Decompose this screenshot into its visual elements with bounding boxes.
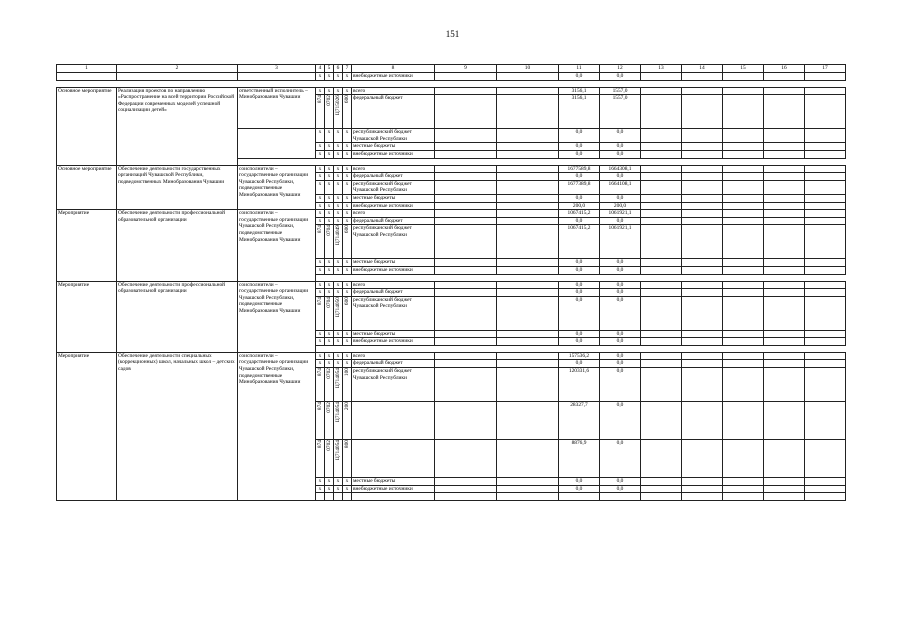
event-executor: соисполнители – государственные организации Чувашской Республики, подведомственные Минобразования Чувашии: [238, 210, 316, 281]
table-row: x x x x федеральный бюджет 0,0 0,0: [57, 360, 846, 368]
event-executor: соисполнители – государственные организации Чувашской Республики, подведомственные Минобразования Чувашии: [238, 165, 316, 210]
event-name: Обеспечение деятельности профессиональной образовательной организации: [117, 281, 238, 352]
table-row: Основное мероприятие Реализация проектов по направлению «Распространение на всей территории Российской Федерации современных моделей успешной социализации детей» ответственный исполнитель – Минобразования Чувашии x x x x всего 3156,1 1557,0: [57, 87, 846, 95]
table-row: Мероприятие Обеспечение деятельности профессиональной образовательной организации соисполнители – государственные организации Чувашской Республики, подведомственные Минобразования Чувашии x x x x всего 1067415,2 1061921,1: [57, 210, 846, 218]
table-row: x x x x внебюджетные источники 0,0 0,0: [57, 150, 846, 158]
event-executor: ответственный исполнитель – Минобразования Чувашии: [238, 87, 316, 129]
col-header: 3: [238, 65, 316, 73]
col-header: 6: [334, 65, 343, 73]
table-row: 874 0702 Ц715026 600 федеральный бюджет 3156,1 1557,0: [57, 95, 846, 129]
column-header-row: [57, 65, 846, 73]
col-header: 16: [764, 65, 805, 73]
table-row: x x x x федеральный бюджет 0,0 0,0: [57, 217, 846, 225]
event-name: Обеспечение деятельности профессиональной образовательной организации: [117, 210, 238, 281]
table-row: x x x x местные бюджеты 0,0 0,0: [57, 194, 846, 202]
table-row: Мероприятие Обеспечение деятельности профессиональной образовательной организации соисполнители – государственные организации Чувашской Республики, подведомственные Минобразования Чувашии x x x x всего 0,0 0,0: [57, 281, 846, 289]
col-header: 12: [600, 65, 641, 73]
col-header: 4: [316, 65, 325, 73]
table-row: 874 0704 Ц714049 600 республиканский бюджет Чувашской Республики 1067415,2 1061921,1: [57, 225, 846, 259]
event-type: Основное мероприятие: [57, 87, 117, 165]
event-type: Основное мероприятие: [57, 165, 117, 210]
table-row: x x x x местные бюджеты 0,0 0,0: [57, 330, 846, 338]
col-header: 1: [57, 65, 117, 73]
table-row: x x x x внебюджетные источники 0,0 0,0: [57, 338, 846, 346]
table-row: x x x x внебюджетные источники 0,0 0,0: [57, 266, 846, 274]
event-executor: соисполнители – государственные организации Чувашской Республики, подведомственные Минобразования Чувашии: [238, 281, 316, 352]
table-row: x x x x федеральный бюджет 0,0 0,0: [57, 289, 846, 297]
table-row: x x x x местные бюджеты 0,0 0,0: [57, 143, 846, 151]
funding-source: внебюджетные источники: [352, 73, 435, 81]
table-row: x x x x федеральный бюджет 0,0 0,0: [57, 173, 846, 181]
col-header: 11: [559, 65, 600, 73]
table-row: x x x x внебюджетные источники 0,0 0,0: [57, 485, 846, 493]
event-name: Обеспечение деятельности специальных (коррекционных) школ, начальных школ – детских садов: [117, 352, 238, 500]
program-table: [56, 64, 846, 501]
table-row: x x x x местные бюджеты 0,0 0,0: [57, 478, 846, 486]
col-header: 8: [352, 65, 435, 73]
table-row: 874 0704 Ц714050 600 республиканский бюджет Чувашской Республики 0,0 0,0: [57, 296, 846, 330]
table-row: Основное мероприятие Обеспечение деятельности государственных организаций Чувашской Республики, подведомственных Минобразования Чувашии соисполнители – государственные организации Чувашской Республики, подведомственные Минобразования Чувашии x x x x всего 1677589,8 1664308,1: [57, 165, 846, 173]
page-number: 151: [445, 29, 460, 39]
event-executor: соисполнители – государственные организации Чувашской Республики, подведомственные Минобразования Чувашии: [238, 352, 316, 500]
table-row: x x x x внебюджетные источники 200,0 200,0: [57, 202, 846, 210]
event-name: Реализация проектов по направлению «Распространение на всей территории Российской Федерации современных моделей успешной социализации детей»: [117, 87, 238, 165]
table-row: x x x x республиканский бюджет Чувашской Республики 0,0 0,0: [57, 129, 846, 143]
table-row: 874 0702 Ц714054 800 8876,9 0,0: [57, 440, 846, 478]
event-name: Обеспечение деятельности государственных организаций Чувашской Республики, подведомственных Минобразования Чувашии: [117, 165, 238, 210]
event-type: Мероприятие: [57, 281, 117, 352]
event-type: Мероприятие: [57, 352, 117, 500]
event-type: Мероприятие: [57, 210, 117, 281]
col-header: 17: [805, 65, 846, 73]
table-row: x x x x местные бюджеты 0,0 0,0: [57, 259, 846, 267]
col-header: 5: [325, 65, 334, 73]
col-header: 13: [641, 65, 682, 73]
table-row: Мероприятие Обеспечение деятельности специальных (коррекционных) школ, начальных школ – детских садов соисполнители – государственные организации Чувашской Республики, подведомственные Минобразования Чувашии x x x x всего 157536,2 0,0: [57, 352, 846, 360]
table-row: 874 0702 Ц714054 200 28327,7 0,0: [57, 402, 846, 440]
col-header: 7: [343, 65, 352, 73]
col-header: 15: [723, 65, 764, 73]
col-header: 14: [682, 65, 723, 73]
table-row: x x x x внебюджетные источники 0,0 0,0: [57, 73, 846, 81]
table-row: x x x x республиканский бюджет Чувашской Республики 1677389,8 1664108,1: [57, 180, 846, 194]
col-header: 9: [435, 65, 497, 73]
col-header: 10: [497, 65, 559, 73]
table-row: 874 0702 Ц714054 100 республиканский бюджет Чувашской Республики 120331,6 0,0: [57, 368, 846, 402]
col-header: 2: [117, 65, 238, 73]
